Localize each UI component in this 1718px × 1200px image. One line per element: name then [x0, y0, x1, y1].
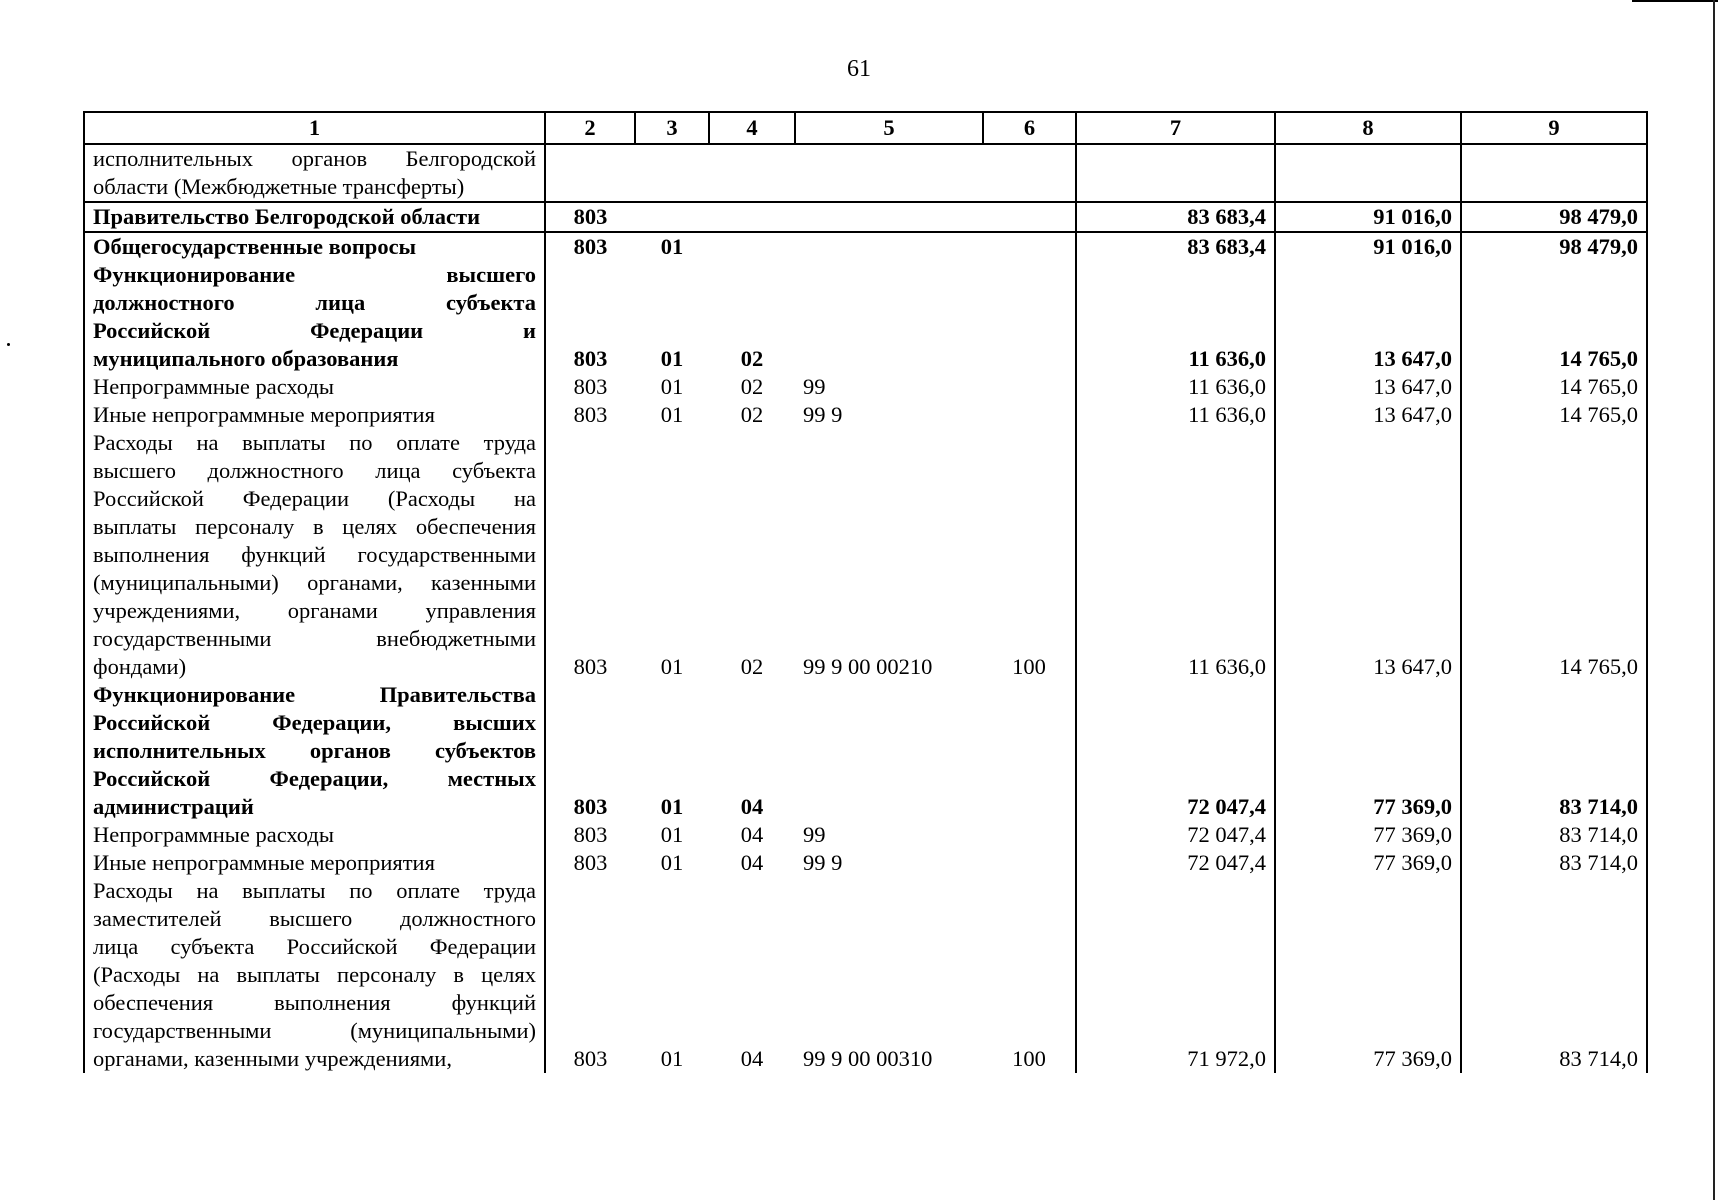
- description-line: государственными (муниципальными): [93, 1018, 536, 1043]
- description-line: Российской Федерации, местных: [93, 766, 536, 791]
- amount-col7: 71 972,0: [1076, 877, 1275, 1073]
- description-line: Общегосударственные вопросы: [93, 234, 417, 259]
- description-line: заместителей высшего должностного: [93, 906, 536, 931]
- description-line: (муниципальными) органами, казенными: [93, 570, 536, 595]
- description-line: исполнительных органов Белгородской: [93, 146, 536, 171]
- code-expense-type: [983, 261, 1076, 373]
- header-cell: 9: [1461, 112, 1647, 144]
- code-section: 01: [660, 1046, 684, 1071]
- amount-col7: 72 047,4: [1076, 681, 1275, 821]
- code-target-article: 99 9: [803, 402, 843, 427]
- header-cell: 8: [1275, 112, 1461, 144]
- code-subsection: 02: [740, 346, 764, 371]
- code-subsection: [709, 202, 795, 232]
- description-line: учреждениями, органами управления: [93, 598, 536, 623]
- table-row: [84, 849, 1647, 877]
- table-row: [84, 877, 1647, 1073]
- description-line: Иные непрограммные мероприятия: [93, 850, 435, 875]
- table-row: [84, 261, 1647, 373]
- header-cell: 1: [84, 112, 545, 144]
- code-section: 01: [660, 402, 684, 427]
- amount-col7: 11 636,0: [1076, 261, 1275, 373]
- row-description: [84, 681, 545, 821]
- amount-col9: 14 765,0: [1461, 261, 1647, 373]
- code-ministry: [545, 144, 635, 202]
- amount-col9: 14 765,0: [1461, 401, 1647, 429]
- row-description: [84, 373, 545, 401]
- code-ministry: 803: [545, 821, 635, 849]
- row-description: [84, 261, 545, 373]
- row-description: [84, 401, 545, 429]
- amount-col9: 83 714,0: [1461, 821, 1647, 849]
- code-target-article: 99 9 00 00310: [803, 1046, 933, 1071]
- code-target-article: [795, 144, 983, 202]
- corner-rule: [1632, 0, 1718, 2]
- amount-col7: 11 636,0: [1076, 373, 1275, 401]
- code-expense-type: [983, 373, 1076, 401]
- code-target-article: 99: [803, 374, 826, 399]
- code-ministry: 803: [545, 681, 635, 821]
- description-line: государственными внебюджетными: [93, 626, 536, 651]
- description-line: обеспечения выполнения функций: [93, 990, 536, 1015]
- row-description: [84, 877, 545, 1073]
- row-description: [84, 849, 545, 877]
- amount-col9: 98 479,0: [1461, 232, 1647, 261]
- description-line: выполнения функций государственными: [93, 542, 536, 567]
- table-row: [84, 821, 1647, 849]
- table-row: [84, 232, 1647, 261]
- code-expense-type: [983, 202, 1076, 232]
- amount-col7: [1076, 144, 1275, 202]
- code-section: [635, 202, 709, 232]
- description-line: должностного лица субъекта: [93, 290, 536, 315]
- code-section: 01: [660, 234, 684, 259]
- code-ministry: 803: [545, 429, 635, 681]
- amount-col8: 13 647,0: [1275, 401, 1461, 429]
- amount-col9: 14 765,0: [1461, 429, 1647, 681]
- amount-col8: 13 647,0: [1275, 373, 1461, 401]
- row-description: [84, 144, 545, 202]
- code-subsection: 04: [740, 822, 764, 847]
- description-line: Непрограммные расходы: [93, 374, 334, 399]
- code-target-article: [795, 261, 983, 373]
- amount-col9: 14 765,0: [1461, 373, 1647, 401]
- header-cell: 2: [545, 112, 635, 144]
- amount-col7: 72 047,4: [1076, 821, 1275, 849]
- description-line: лица субъекта Российской Федерации: [93, 934, 536, 959]
- header-cell: 7: [1076, 112, 1275, 144]
- description-line: Расходы на выплаты по оплате труда: [93, 878, 536, 903]
- code-target-article: [795, 202, 983, 232]
- code-subsection: 04: [740, 1046, 764, 1071]
- code-section: 01: [660, 346, 684, 371]
- code-expense-type: [983, 144, 1076, 202]
- description-line: выплаты персоналу в целях обеспечения: [93, 514, 536, 539]
- description-line: Функционирование высшего: [93, 262, 536, 287]
- code-target-article: [795, 681, 983, 821]
- page-number: 61: [847, 56, 871, 82]
- amount-col7: 83 683,4: [1076, 232, 1275, 261]
- code-expense-type: 100: [1012, 1046, 1046, 1071]
- code-subsection: [709, 232, 795, 261]
- code-expense-type: [983, 821, 1076, 849]
- description-line: органами, казенными учреждениями,: [93, 1046, 452, 1071]
- code-target-article: 99: [803, 822, 826, 847]
- description-line: (Расходы на выплаты персоналу в целях: [93, 962, 536, 987]
- code-target-article: [795, 232, 983, 261]
- table-header-row: [84, 112, 1647, 144]
- description-line: Российской Федерации, высших: [93, 710, 536, 735]
- description-line: исполнительных органов субъектов: [93, 738, 536, 763]
- description-line: Российской Федерации (Расходы на: [93, 486, 536, 511]
- amount-col8: 91 016,0: [1275, 202, 1461, 232]
- code-section: 01: [660, 654, 684, 679]
- code-expense-type: [983, 681, 1076, 821]
- amount-col7: 83 683,4: [1076, 202, 1275, 232]
- amount-col9: 98 479,0: [1461, 202, 1647, 232]
- code-section: [635, 144, 709, 202]
- table-body: [84, 144, 1647, 1073]
- amount-col8: 77 369,0: [1275, 681, 1461, 821]
- amount-col9: 83 714,0: [1461, 877, 1647, 1073]
- code-ministry: 803: [545, 202, 635, 232]
- code-expense-type: [983, 232, 1076, 261]
- table-row: [84, 429, 1647, 681]
- code-expense-type: 100: [1012, 654, 1046, 679]
- code-ministry: 803: [545, 401, 635, 429]
- code-ministry: 803: [545, 261, 635, 373]
- row-description: [84, 821, 545, 849]
- amount-col8: 77 369,0: [1275, 821, 1461, 849]
- code-ministry: 803: [545, 373, 635, 401]
- description-line: Функционирование Правительства: [93, 682, 536, 707]
- code-subsection: [709, 144, 795, 202]
- header-cell: 5: [795, 112, 983, 144]
- amount-col8: 13 647,0: [1275, 261, 1461, 373]
- description-line: Непрограммные расходы: [93, 822, 334, 847]
- amount-col7: 11 636,0: [1076, 401, 1275, 429]
- code-section: 01: [660, 822, 684, 847]
- code-section: 01: [660, 794, 684, 819]
- code-subsection: 02: [740, 654, 764, 679]
- amount-col9: 83 714,0: [1461, 681, 1647, 821]
- description-line: Иные непрограммные мероприятия: [93, 402, 435, 427]
- page-edge-line: [1713, 0, 1715, 1200]
- table-row: [84, 401, 1647, 429]
- code-section: 01: [660, 850, 684, 875]
- table-row: [84, 144, 1647, 202]
- code-subsection: 04: [740, 794, 764, 819]
- table-row: [84, 202, 1647, 232]
- budget-table: [83, 111, 1648, 1073]
- code-expense-type: [983, 401, 1076, 429]
- code-ministry: 803: [545, 877, 635, 1073]
- code-expense-type: [983, 849, 1076, 877]
- amount-col8: 13 647,0: [1275, 429, 1461, 681]
- table-row: [84, 373, 1647, 401]
- amount-col7: 72 047,4: [1076, 849, 1275, 877]
- row-description: [84, 232, 545, 261]
- description-line: муниципального образования: [93, 346, 399, 371]
- amount-col9: 83 714,0: [1461, 849, 1647, 877]
- header-cell: 6: [983, 112, 1076, 144]
- amount-col8: [1275, 144, 1461, 202]
- code-subsection: 04: [740, 850, 764, 875]
- amount-col9: [1461, 144, 1647, 202]
- amount-col7: 11 636,0: [1076, 429, 1275, 681]
- row-description: [84, 202, 545, 232]
- code-subsection: 02: [740, 402, 764, 427]
- description-line: области (Межбюджетные трансферты): [93, 174, 465, 199]
- description-line: Расходы на выплаты по оплате труда: [93, 430, 536, 455]
- code-ministry: 803: [545, 232, 635, 261]
- header-cell: 3: [635, 112, 709, 144]
- description-line: высшего должностного лица субъекта: [93, 458, 536, 483]
- code-subsection: 02: [740, 374, 764, 399]
- amount-col8: 77 369,0: [1275, 849, 1461, 877]
- amount-col8: 77 369,0: [1275, 877, 1461, 1073]
- code-target-article: 99 9 00 00210: [803, 654, 933, 679]
- code-section: 01: [660, 374, 684, 399]
- table-row: [84, 681, 1647, 821]
- code-ministry: 803: [545, 849, 635, 877]
- code-target-article: 99 9: [803, 850, 843, 875]
- description-line: Российской Федерации и: [93, 318, 536, 343]
- description-line: администраций: [93, 794, 254, 819]
- amount-col8: 91 016,0: [1275, 232, 1461, 261]
- description-line: Правительство Белгородской области: [93, 204, 481, 229]
- description-line: фондами): [93, 654, 187, 679]
- row-description: [84, 429, 545, 681]
- header-cell: 4: [709, 112, 795, 144]
- scan-dot: [7, 343, 10, 346]
